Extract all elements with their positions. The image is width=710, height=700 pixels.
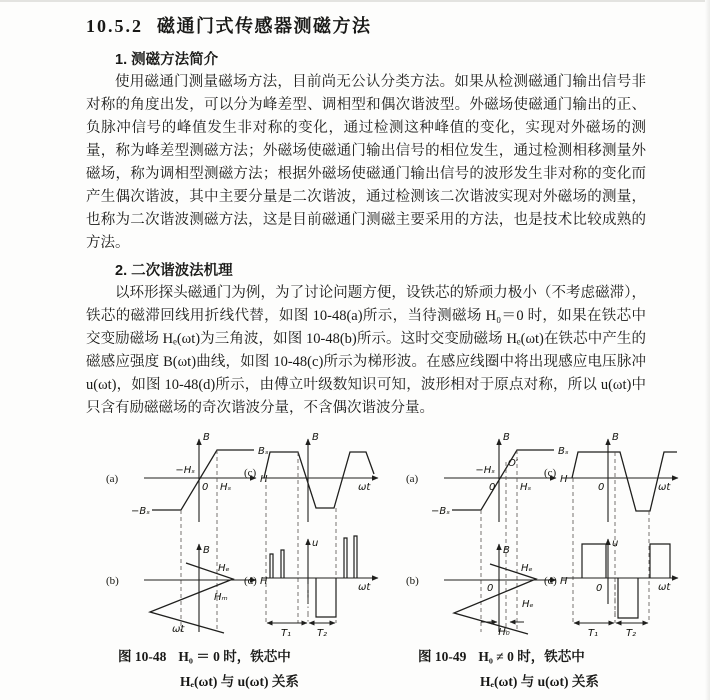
fig48-b-He: Hₑ bbox=[218, 563, 230, 574]
fig48-a-negBS: −Bₛ bbox=[131, 506, 150, 517]
fig49-d-zero: 0 bbox=[596, 583, 603, 594]
fig49-caption-text1: H₀ ≠ 0 时，铁芯中 bbox=[478, 649, 585, 664]
fig49-b-axis-B: B bbox=[503, 545, 510, 556]
fig49-b-He: Hₑ bbox=[521, 563, 533, 574]
fig49-a-axis-B: B bbox=[503, 432, 510, 443]
section-number: 10.5.2 bbox=[86, 16, 143, 36]
fig48-subplot-c bbox=[244, 432, 378, 623]
fig49-a-axis-H: H bbox=[560, 474, 568, 485]
section-title-text: 磁通门式传感器测磁方法 bbox=[157, 16, 372, 36]
fig49-d-tag: (d) bbox=[544, 575, 557, 587]
fig48-subplot-d bbox=[244, 536, 378, 639]
fig49-a-zero: 0 bbox=[489, 482, 496, 493]
fig49-subplot-a bbox=[406, 432, 569, 632]
fig48-d-axis-wt: ωt bbox=[358, 582, 371, 593]
fig48-a-zero: 0 bbox=[202, 482, 209, 493]
fig49-subplot-c bbox=[544, 432, 678, 623]
fig48-b-tag: (b) bbox=[106, 575, 119, 587]
figure-10-49 bbox=[386, 426, 686, 690]
fig48-a-HS: Hₛ bbox=[220, 482, 232, 493]
fig48-b-axis-H: H bbox=[260, 576, 268, 587]
scan-edge-top bbox=[0, 0, 710, 2]
fig49-subplot-b bbox=[406, 544, 568, 638]
fig49-subplot-d bbox=[544, 538, 678, 639]
fig49-d-axis-wt: ωt bbox=[658, 582, 671, 593]
fig48-a-tag: (a) bbox=[106, 473, 119, 485]
fig48-d-tag: (d) bbox=[244, 575, 257, 587]
fig49-b-tag: (b) bbox=[406, 575, 419, 587]
fig48-subplot-a bbox=[106, 432, 269, 632]
paragraph-1: 使用磁通门测量磁场方法，目前尚无公认分类方法。如果从检测磁通门输出信号非对称的角度出发，可以分为峰差型、调相型和偶次谐波型。外磁场使磁通门输出的正、负脉冲信号的峰值发生非对称的变化，通过检测这种峰值的变化，实现对外磁场的测量，称为峰差型测磁方法；外磁场使磁通门输出信号的相位发生，通过检测相移测量外磁场，称为调相型测磁方法；根据外磁场使磁通门输出信号的波形发生非对称的变化而产生偶次谐波，其中主要分量是二次谐波，通过检测该二次谐波实现对外磁场的测量，也称为二次谐波测磁方法，这是目前磁通门测磁主要采用的方法，也是技术比较成熟的方法。 bbox=[86, 74, 646, 251]
fig48-hysteresis-curve bbox=[152, 450, 254, 510]
fig49-d-axis-u: u bbox=[612, 538, 619, 549]
figure-10-49-caption bbox=[386, 645, 686, 690]
fig49-c-tag: (c) bbox=[544, 467, 557, 479]
fig49-voltage-pulses bbox=[582, 544, 670, 618]
fig48-c-axis-B: B bbox=[312, 432, 319, 443]
scan-edge-right bbox=[705, 0, 710, 700]
fig49-c-axis-wt: ωt bbox=[658, 482, 671, 493]
fig49-a-tag: (a) bbox=[406, 473, 419, 485]
fig49-b-axis-H: H bbox=[560, 576, 568, 587]
fig48-a-axis-B: B bbox=[203, 432, 210, 443]
subsection-heading-2: 2. 二次谐波法机理 bbox=[115, 263, 233, 279]
fig49-a-Oprime: O′ bbox=[508, 458, 519, 469]
fig49-a-BS: Bₛ bbox=[558, 446, 569, 457]
fig48-trapezoid-wave bbox=[264, 452, 374, 508]
fig49-b-zero: 0 bbox=[487, 583, 494, 594]
fig49-d-T1: T₁ bbox=[587, 628, 599, 639]
fig49-a-HS: Hₛ bbox=[520, 482, 532, 493]
fig49-d-T2: T₂ bbox=[625, 628, 637, 639]
fig48-d-T2: T₂ bbox=[316, 628, 328, 639]
figure-10-48 bbox=[86, 426, 386, 690]
fig49-b-H0: H₀ bbox=[498, 627, 510, 638]
page-title bbox=[86, 12, 646, 38]
fig49-caption-text2: Hₑ(ωt) 与 u(ωt) 关系 bbox=[480, 674, 599, 689]
fig48-a-axis-H: H bbox=[260, 474, 268, 485]
fig48-subplot-b bbox=[106, 544, 268, 635]
figure-10-48-diagram bbox=[86, 426, 386, 641]
fig48-b-axis-wt: ωt bbox=[172, 624, 185, 635]
fig48-caption-text1: H₀ ＝ 0 时，铁芯中 bbox=[178, 649, 291, 664]
fig48-c-axis-wt: ωt bbox=[358, 482, 371, 493]
paragraph-2: 以环形探头磁通门为例，为了讨论问题方便，设铁芯的矫顽力极小（不考虑磁滞），铁芯的磁滞回线用折线代替，如图 10-48(a)所示，当待测磁场 H₀＝0 时，如果在铁芯中交变励磁场 Hₑ(ωt)为三角波，如图 10-48(b)所示。这时交变励磁场 Hₑ(ωt)在铁芯中产生的磁感应强度 B(ωt)曲线，如图 10-48(c)所示为梯形波。在感应线圈中将出现感应电压脉冲 u(ωt)，如图 10-48(d)所示，由傅立叶级数知识可知，波形相对于原点对称，所以 u(ωt)中只含有励磁磁场的奇次谐波分量，不含偶次谐波分量。 bbox=[86, 285, 646, 416]
fig48-a-negHS: −Hₛ bbox=[175, 465, 195, 476]
fig48-d-T1: T₁ bbox=[280, 628, 292, 639]
figure-10-49-diagram bbox=[386, 426, 686, 641]
fig48-c-tag: (c) bbox=[244, 467, 257, 479]
fig48-a-BS: Bₛ bbox=[258, 446, 269, 457]
figure-10-48-caption bbox=[86, 645, 386, 690]
fig49-a-negHS: −Hₛ bbox=[475, 465, 495, 476]
subsection-heading-1: 1. 测磁方法简介 bbox=[115, 52, 219, 68]
fig48-b-Hm: Hₘ bbox=[214, 592, 228, 603]
fig48-d-axis-u: u bbox=[312, 538, 319, 549]
fig48-caption-label: 图 10-48 bbox=[118, 649, 167, 664]
fig49-c-axis-B: B bbox=[612, 432, 619, 443]
fig48-b-axis-B: B bbox=[203, 545, 210, 556]
fig49-c-zero: 0 bbox=[598, 482, 605, 493]
figures-row bbox=[86, 426, 671, 690]
fig49-hysteresis-curve bbox=[452, 450, 554, 510]
fig48-caption-text2: Hₑ(ωt) 与 u(ωt) 关系 bbox=[180, 674, 299, 689]
fig49-a-negBS: −Bₛ bbox=[431, 506, 450, 517]
fig49-caption-label: 图 10-49 bbox=[418, 649, 467, 664]
fig49-b-He2: Hₑ bbox=[522, 599, 534, 610]
